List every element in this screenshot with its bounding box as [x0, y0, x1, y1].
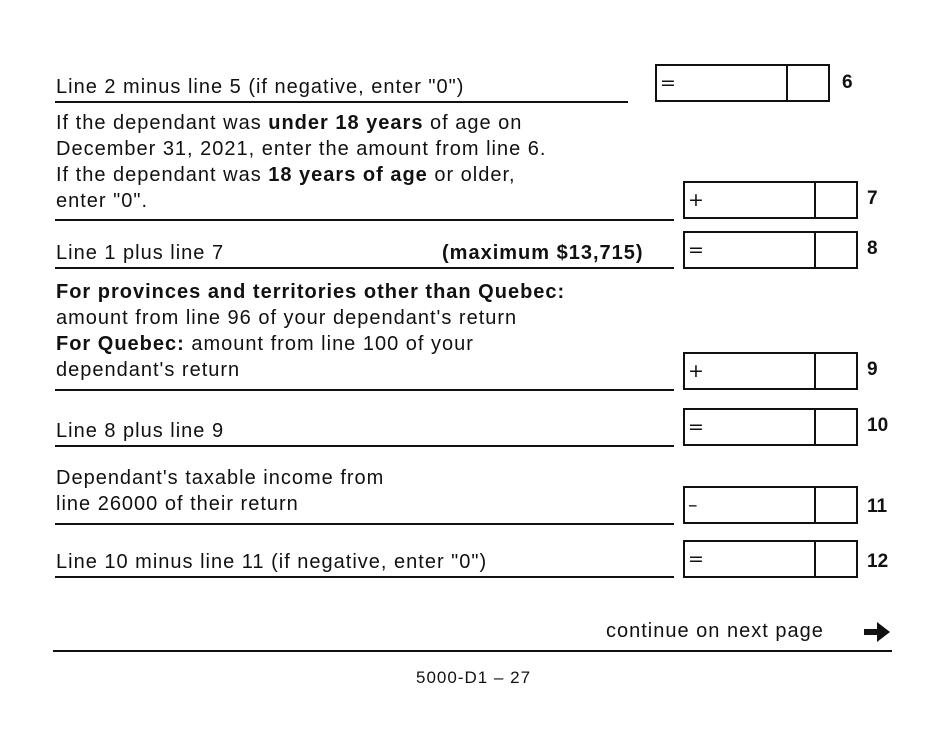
line-8-description: Line 1 plus line 7 [56, 242, 225, 264]
line-9-amount-field[interactable] [683, 352, 858, 390]
line-11-number: 11 [867, 496, 888, 517]
line-6-rule [55, 101, 628, 103]
form-page-number: 5000-D1 – 27 [416, 668, 532, 687]
line-12-rule [55, 576, 674, 578]
line-6-operator: = [660, 72, 676, 94]
page-bottom-rule [53, 650, 892, 652]
line-9-description-line-3: For Quebec: amount from line 100 of your [56, 333, 474, 355]
line-9-description-line-2: amount from line 96 of your dependant's return [56, 307, 518, 329]
line-12-amount-field[interactable] [683, 540, 858, 578]
line-12-cents-divider [814, 542, 816, 576]
line-6-amount-field[interactable] [655, 64, 830, 102]
line-7-description-line-3: If the dependant was 18 years of age or older, [56, 164, 516, 186]
line-7-description-line-1: If the dependant was under 18 years of age on [56, 112, 523, 134]
line-9-cents-divider [814, 354, 816, 388]
continue-on-next-page: continue on next page [606, 620, 824, 642]
line-8-operator: = [688, 239, 704, 261]
line-9-operator: + [688, 360, 704, 382]
line-10-operator: = [688, 416, 704, 438]
line-9-rule [55, 389, 674, 391]
line-11-cents-divider [814, 488, 816, 522]
line-10-amount-field[interactable] [683, 408, 858, 446]
line-7-operator: + [688, 189, 704, 211]
line-11-rule [55, 523, 674, 525]
line-7-description-line-4: enter "0". [56, 190, 149, 212]
line-7-description-line-2: December 31, 2021, enter the amount from line 6. [56, 138, 547, 160]
line-6-cents-divider [786, 66, 788, 100]
line-10-description: Line 8 plus line 9 [56, 420, 225, 442]
line-8-maximum: (maximum $13,715) [442, 242, 644, 264]
line-8-number: 8 [867, 238, 878, 259]
line-8-rule [55, 267, 674, 269]
line-7-rule [55, 219, 674, 221]
line-10-rule [55, 445, 674, 447]
line-10-number: 10 [867, 415, 889, 436]
line-9-description-line-4: dependant's return [56, 359, 241, 381]
line-12-operator: = [688, 548, 704, 570]
line-12-description: Line 10 minus line 11 (if negative, enter "0") [56, 551, 488, 573]
line-8-amount-field[interactable] [683, 231, 858, 269]
line-7-cents-divider [814, 183, 816, 217]
line-11-description-line-1: Dependant's taxable income from [56, 467, 385, 489]
line-6-description: Line 2 minus line 5 (if negative, enter "0") [56, 76, 465, 98]
line-8-cents-divider [814, 233, 816, 267]
arrow-right-icon [862, 619, 892, 645]
line-11-description-line-2: line 26000 of their return [56, 493, 299, 515]
line-7-amount-field[interactable] [683, 181, 858, 219]
line-9-number: 9 [867, 359, 878, 380]
line-11-amount-field[interactable] [683, 486, 858, 524]
line-6-number: 6 [842, 72, 853, 93]
line-7-number: 7 [867, 188, 878, 209]
line-9-description-line-1: For provinces and territories other than Quebec: [56, 281, 566, 303]
line-11-operator: – [688, 494, 698, 516]
line-12-number: 12 [867, 551, 889, 572]
line-10-cents-divider [814, 410, 816, 444]
